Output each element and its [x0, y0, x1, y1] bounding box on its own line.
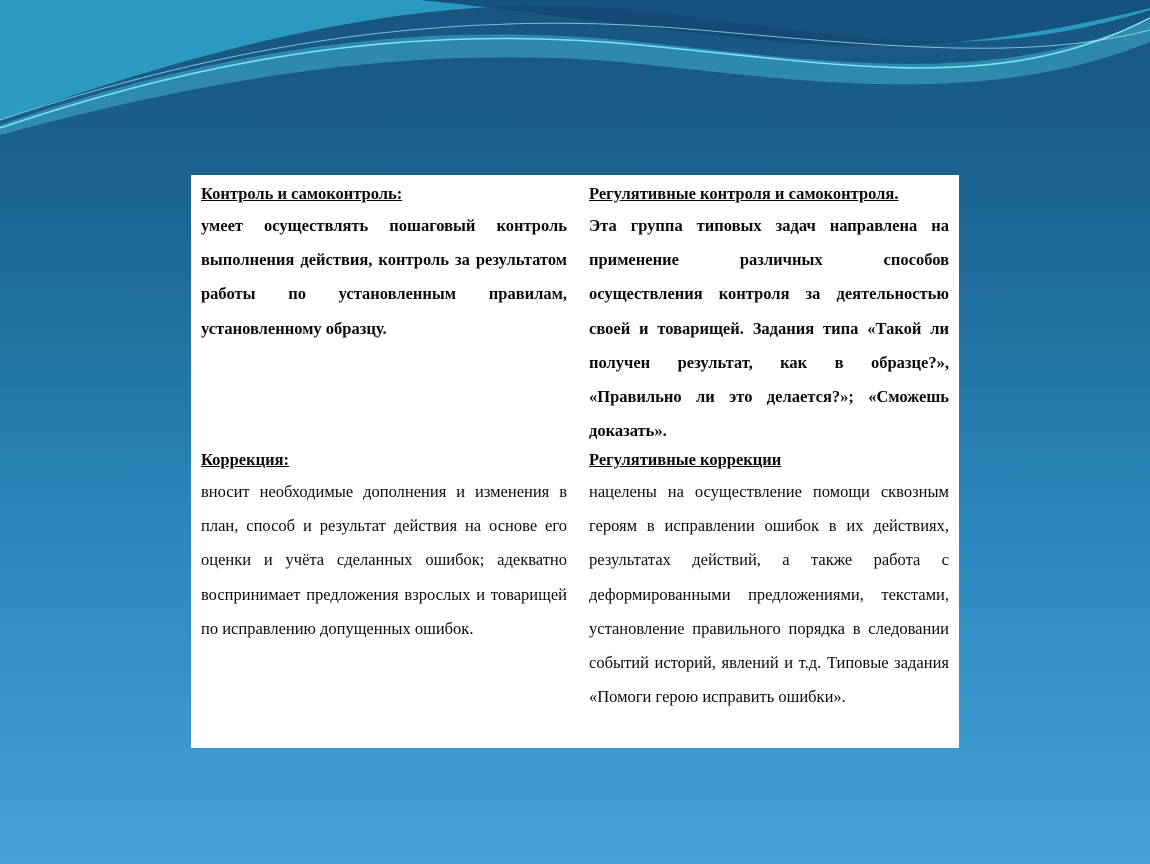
decorative-wave: [0, 0, 1150, 200]
cell-title-regulatory-control: Регулятивные контроля и самоконтроля.: [589, 184, 899, 203]
cell-correction: [191, 444, 575, 748]
cell-title-control: Контроль и самоконтроль:: [201, 184, 403, 203]
cell-body-control: умеет осуществлять пошаговый контроль выполнения действия, контроль за результатом работы по установленным правилам, установленному образцу.: [201, 216, 567, 338]
cell-control-self-control: [191, 175, 575, 444]
cell-body-correction: вносит необходимые дополнения и изменения в план, способ и результат действия на основе его оценки и учёта сделанных ошибок; адекватно воспринимает предложения взрослых и товарищей по исправлению допущенных ошибок.: [201, 482, 567, 638]
cell-body-regulatory-control: Эта группа типовых задач направлена на применение различных способов осуществления контроля за деятельностью своей и товарищей. Задания типа «Такой ли получен результат, как в образце?», «Правильно ли это делается?»; «Сможешь доказать».: [589, 216, 949, 441]
cell-body-regulatory-correction: нацелены на осуществление помощи сквозным героям в исправлении ошибок в их действиях, результатах действий, а также работа с деформированными предложениями, текстами, установление правильного порядка в следовании событий историй, явлений и т.д. Типовые задания «Помоги герою исправить ошибки».: [589, 482, 949, 707]
content-table: [191, 175, 959, 748]
cell-regulatory-correction: [575, 444, 959, 748]
cell-title-regulatory-correction: Регулятивные коррекции: [589, 450, 782, 469]
cell-title-correction: Коррекция:: [201, 450, 290, 469]
cell-regulatory-control: [575, 175, 959, 444]
